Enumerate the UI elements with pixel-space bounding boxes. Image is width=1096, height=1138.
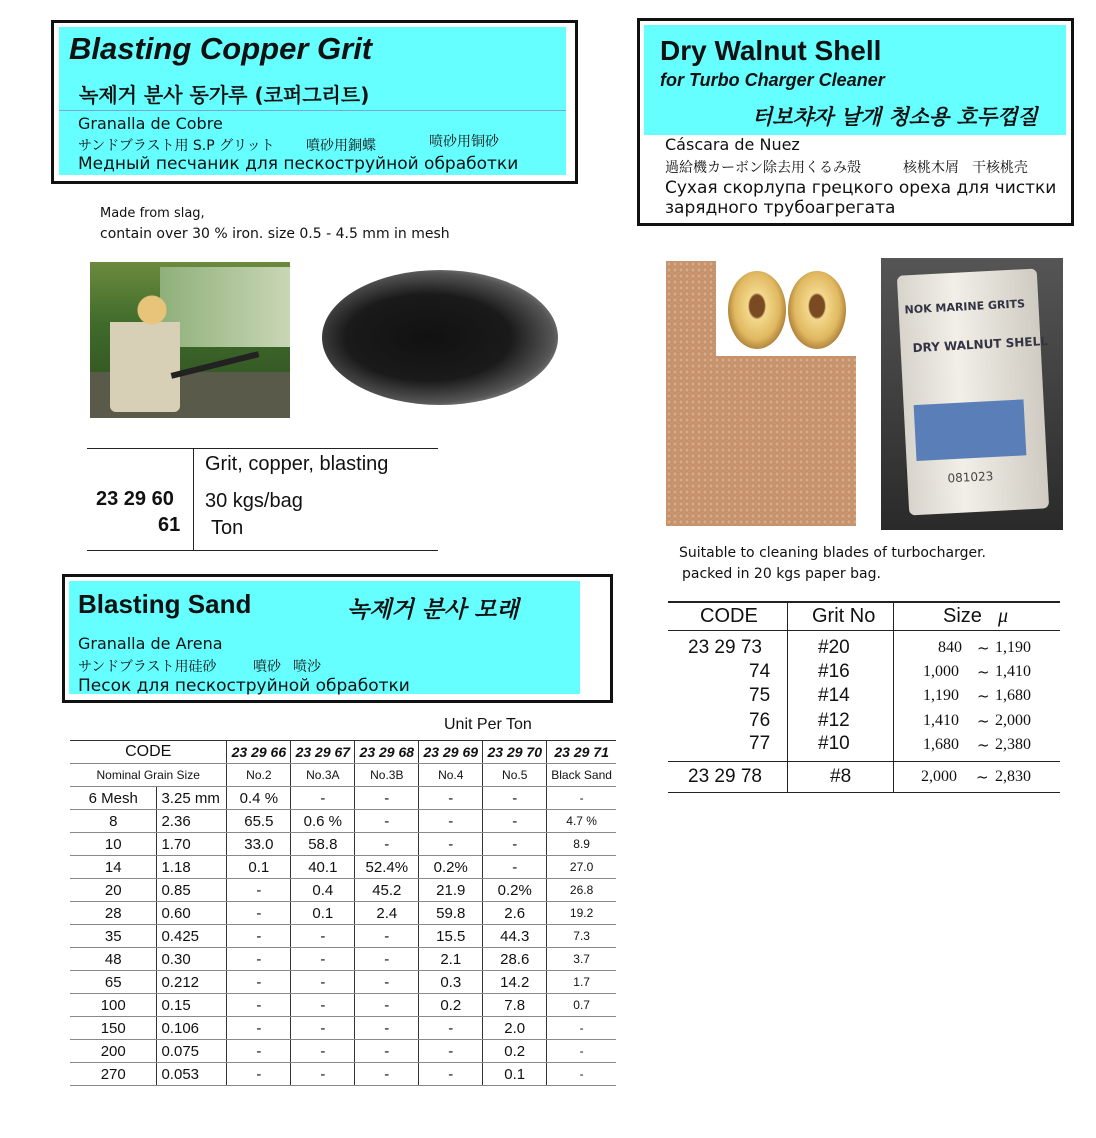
walnut-row-grit: #8 <box>830 766 852 787</box>
walnut-row-code: 74 <box>749 661 771 682</box>
walnut-bag-photo <box>881 258 1063 530</box>
copper-description: Grit, copper, blasting <box>205 453 389 475</box>
copper-table-separator <box>193 448 194 550</box>
walnut-row-size-from: 1,190 <box>923 687 959 704</box>
sand-value-cell: 33.0 <box>227 833 291 856</box>
sand-value-cell: 0.2 <box>419 994 483 1017</box>
walnut-row-code: 23 29 78 <box>688 766 762 787</box>
walnut-russian-line2: зарядного трубоагрегата <box>665 198 896 218</box>
sand-value-cell: - <box>547 787 616 810</box>
sand-value-cell: 27.0 <box>547 856 616 879</box>
walnut-subtitle: for Turbo Charger Cleaner <box>660 70 885 90</box>
walnut-header-unit: μ <box>998 605 1009 627</box>
sand-value-cell: - <box>355 810 419 833</box>
sand-value-cell: - <box>227 994 291 1017</box>
sand-value-cell: 0.2% <box>483 879 547 902</box>
sand-mesh-cell: 270 <box>70 1063 157 1086</box>
sand-value-cell: 15.5 <box>419 925 483 948</box>
sand-table-row <box>70 994 616 1017</box>
sand-grade-cell: No.4 <box>419 764 483 787</box>
sand-value-cell: - <box>355 948 419 971</box>
copper-pack-bag: 30 kgs/bag <box>205 490 303 512</box>
bag-blue-label <box>914 399 1027 461</box>
sand-value-cell: - <box>547 1017 616 1040</box>
copper-russian: Медный песчаник для пескоструйной обработки <box>78 154 519 174</box>
walnut-row-size-to: 1,190 <box>995 639 1031 656</box>
sand-mesh-cell: 48 <box>70 948 157 971</box>
sand-code-cell: 23 29 67 <box>291 741 355 764</box>
sand-table-body <box>70 741 616 1086</box>
sand-value-cell: - <box>291 1063 355 1086</box>
sand-value-cell: - <box>355 1040 419 1063</box>
sand-mesh-cell: 20 <box>70 879 157 902</box>
sand-value-cell: - <box>291 787 355 810</box>
sand-size-cell: 0.106 <box>157 1017 227 1040</box>
sand-value-cell: - <box>291 1017 355 1040</box>
sand-value-cell: 0.7 <box>547 994 616 1017</box>
sand-value-cell: 0.4 % <box>227 787 291 810</box>
walnut-row-tilde: ~ <box>976 768 989 786</box>
copper-table-bottom-rule <box>87 550 438 551</box>
walnut-note-line2: packed in 20 kgs paper bag. <box>682 566 881 582</box>
sand-value-cell: - <box>483 787 547 810</box>
sand-value-cell: 0.1 <box>483 1063 547 1086</box>
walnut-row-grit: #10 <box>818 733 850 754</box>
sand-value-cell: - <box>483 810 547 833</box>
sand-mesh-cell: 8 <box>70 810 157 833</box>
sand-grade-cell: No.3A <box>291 764 355 787</box>
walnut-col-divider <box>787 601 788 792</box>
sand-header-box <box>62 574 613 703</box>
sand-value-cell: - <box>291 971 355 994</box>
sand-table-row <box>70 948 616 971</box>
walnut-half-left <box>728 271 786 349</box>
sand-value-cell: - <box>291 925 355 948</box>
walnut-chinese-traditional: 核桃木屑 <box>903 160 959 176</box>
sand-title: Blasting Sand <box>78 589 252 619</box>
sand-value-cell: 52.4% <box>355 856 419 879</box>
sand-value-cell: 7.3 <box>547 925 616 948</box>
sand-value-cell: - <box>227 902 291 925</box>
sand-value-cell: - <box>483 856 547 879</box>
sand-table-row <box>70 925 616 948</box>
walnut-row-grit: #20 <box>818 637 850 658</box>
walnut-halves-photo <box>716 261 856 356</box>
walnut-korean: 터보챠자 날개 청소용 호두껍질 <box>752 105 1038 129</box>
walnut-row-code: 77 <box>749 733 771 754</box>
sand-value-cell: 59.8 <box>419 902 483 925</box>
sand-mesh-cell: 14 <box>70 856 157 879</box>
walnut-row-code: 75 <box>749 685 771 706</box>
sand-size-cell: 0.15 <box>157 994 227 1017</box>
sand-value-cell: 21.9 <box>419 879 483 902</box>
walnut-row-grit: #16 <box>818 661 850 682</box>
walnut-row-tilde: ~ <box>977 663 990 681</box>
sand-value-cell: 8.9 <box>547 833 616 856</box>
walnut-title: Dry Walnut Shell <box>660 35 882 66</box>
sand-spanish: Granalla de Arena <box>78 634 223 653</box>
bag-brand: NOK MARINE GRITS <box>904 297 1026 317</box>
sand-value-cell: - <box>355 833 419 856</box>
walnut-row-size-to: 1,680 <box>995 687 1031 704</box>
sand-value-cell: 28.6 <box>483 948 547 971</box>
walnut-row-size-from: 1,410 <box>923 712 959 729</box>
sand-table-row <box>70 1063 616 1086</box>
copper-header-box <box>51 20 578 184</box>
sand-gradation-table <box>70 740 616 1086</box>
sand-value-cell: - <box>227 1040 291 1063</box>
sand-size-cell: 0.425 <box>157 925 227 948</box>
walnut-table-mid-rule <box>668 761 1060 762</box>
sand-mesh-cell: 10 <box>70 833 157 856</box>
sand-value-cell: - <box>227 971 291 994</box>
sand-code-cell: 23 29 69 <box>419 741 483 764</box>
sand-value-cell: 26.8 <box>547 879 616 902</box>
walnut-row-size-to: 2,380 <box>995 736 1031 753</box>
sand-mesh-cell: 35 <box>70 925 157 948</box>
sand-value-cell: 58.8 <box>291 833 355 856</box>
sand-korean: 녹제거 분사 모래 <box>347 597 519 623</box>
sand-size-cell: 1.70 <box>157 833 227 856</box>
walnut-table-top-rule <box>668 601 1060 603</box>
sand-chinese-simplified: 喷沙 <box>293 659 321 675</box>
walnut-header-size: Size <box>943 605 982 627</box>
copper-spanish: Granalla de Cobre <box>78 114 223 133</box>
sand-mesh-cell: 65 <box>70 971 157 994</box>
walnut-row-tilde: ~ <box>977 687 990 705</box>
walnut-note-line1: Suitable to cleaning blades of turbocharger. <box>679 545 987 561</box>
walnut-table-header-rule <box>668 630 1060 631</box>
sand-size-cell: 0.85 <box>157 879 227 902</box>
walnut-chinese-simplified: 干核桃壳 <box>972 160 1028 176</box>
copper-code-sub: 61 <box>158 514 181 536</box>
sand-code-cell: 23 29 66 <box>227 741 291 764</box>
walnut-row-size-to: 1,410 <box>995 663 1031 680</box>
walnut-russian-line1: Сухая скорлупа грецкого ореха для чистки <box>665 178 1057 198</box>
sand-value-cell: 0.3 <box>419 971 483 994</box>
sand-value-cell: 2.4 <box>355 902 419 925</box>
copper-japanese: サンドブラスト用 S.P グリット <box>78 138 275 154</box>
walnut-header-grit: Grit No <box>812 605 876 627</box>
sand-value-cell: 0.1 <box>291 902 355 925</box>
sand-value-cell: - <box>419 1063 483 1086</box>
sand-size-cell: 2.36 <box>157 810 227 833</box>
sand-code-cell: 23 29 70 <box>483 741 547 764</box>
walnut-spanish: Cáscara de Nuez <box>665 135 800 154</box>
sand-table-row <box>70 856 616 879</box>
copper-note-line2: contain over 30 % iron. size 0.5 - 4.5 mm in mesh <box>100 226 450 242</box>
sand-value-cell: 0.6 % <box>291 810 355 833</box>
sand-value-cell: - <box>419 1040 483 1063</box>
sand-table-row <box>70 787 616 810</box>
sand-code-row <box>70 741 616 764</box>
sand-value-cell: - <box>355 994 419 1017</box>
walnut-row-size-from: 2,000 <box>921 768 957 785</box>
sand-value-cell: - <box>227 879 291 902</box>
copper-divider <box>59 110 566 111</box>
sand-value-cell: 4.7 % <box>547 810 616 833</box>
sand-size-cell: 1.18 <box>157 856 227 879</box>
sand-table-row <box>70 1017 616 1040</box>
sand-value-cell: 0.4 <box>291 879 355 902</box>
sand-japanese: サンドブラスト用硅砂 <box>78 659 217 675</box>
sand-size-cell: 0.30 <box>157 948 227 971</box>
sand-value-cell: - <box>419 810 483 833</box>
sand-mesh-cell: 28 <box>70 902 157 925</box>
sand-mesh-cell: 150 <box>70 1017 157 1040</box>
sand-value-cell: 3.7 <box>547 948 616 971</box>
sand-code-cell: 23 29 68 <box>355 741 419 764</box>
sand-value-cell: 0.1 <box>227 856 291 879</box>
sand-value-cell: - <box>355 787 419 810</box>
sand-value-cell: - <box>291 1040 355 1063</box>
sand-mesh-cell: 200 <box>70 1040 157 1063</box>
sand-mesh-cell: 6 Mesh <box>70 787 157 810</box>
sand-size-cell: 0.053 <box>157 1063 227 1086</box>
sand-code-label: CODE <box>70 741 227 764</box>
sand-value-cell: - <box>291 994 355 1017</box>
sand-value-cell: - <box>355 971 419 994</box>
copper-chinese-simplified: 喷砂用铜砂 <box>429 134 499 150</box>
sand-grade-cell: No.2 <box>227 764 291 787</box>
copper-title: Blasting Copper Grit <box>69 31 373 66</box>
worker-blasting-photo <box>90 262 290 418</box>
sand-value-cell: - <box>547 1040 616 1063</box>
copper-table-top-rule <box>87 448 438 449</box>
walnut-row-size-from: 1,000 <box>923 663 959 680</box>
walnut-row-tilde: ~ <box>977 639 990 657</box>
copper-note-line1: Made from slag, <box>100 206 205 221</box>
sand-value-cell: - <box>227 925 291 948</box>
sand-value-cell: - <box>355 925 419 948</box>
sand-value-cell: 19.2 <box>547 902 616 925</box>
sand-value-cell: 2.1 <box>419 948 483 971</box>
sand-size-cell: 3.25 mm <box>157 787 227 810</box>
sand-value-cell: 1.7 <box>547 971 616 994</box>
sand-size-cell: 0.60 <box>157 902 227 925</box>
sand-value-cell: - <box>227 948 291 971</box>
sand-value-cell: 45.2 <box>355 879 419 902</box>
sand-value-cell: - <box>355 1063 419 1086</box>
copper-pack-ton: Ton <box>211 517 244 539</box>
sand-value-cell: - <box>419 833 483 856</box>
walnut-row-code: 76 <box>749 710 771 731</box>
walnut-row-grit: #12 <box>818 710 850 731</box>
walnut-header-code: CODE <box>700 605 758 627</box>
copper-grit-pile-photo <box>302 250 578 418</box>
copper-code-main: 23 29 60 <box>96 488 174 510</box>
sand-unit-label: Unit Per Ton <box>444 716 532 733</box>
sand-value-cell: - <box>227 1063 291 1086</box>
walnut-table-bottom-rule <box>668 792 1060 793</box>
grit-pile <box>322 270 558 405</box>
sand-value-cell: 2.6 <box>483 902 547 925</box>
walnut-row-code: 23 29 73 <box>688 637 762 658</box>
walnut-col-divider <box>893 601 894 792</box>
sand-value-cell: 65.5 <box>227 810 291 833</box>
sand-value-cell: - <box>291 948 355 971</box>
bag-lot-number: 081023 <box>947 469 994 486</box>
walnut-row-tilde: ~ <box>977 736 990 754</box>
sand-value-cell: - <box>547 1063 616 1086</box>
sand-value-cell: 40.1 <box>291 856 355 879</box>
paper-bag <box>897 269 1049 516</box>
sand-table-row <box>70 833 616 856</box>
sand-russian: Песок для пескоструйной обработки <box>78 676 410 696</box>
sand-chinese-traditional: 噴砂 <box>253 659 281 675</box>
walnut-header-box <box>637 18 1074 226</box>
sand-grade-row <box>70 764 616 787</box>
copper-korean: 녹제거 분사 동가루 (코퍼그리트) <box>79 83 370 107</box>
sand-value-cell: 44.3 <box>483 925 547 948</box>
sand-value-cell: 7.8 <box>483 994 547 1017</box>
sand-value-cell: 0.2 <box>483 1040 547 1063</box>
sand-value-cell: - <box>227 1017 291 1040</box>
bag-label: DRY WALNUT SHELL <box>912 334 1049 356</box>
sand-table-row <box>70 971 616 994</box>
sand-value-cell: - <box>355 1017 419 1040</box>
sand-code-cell: 23 29 71 <box>547 741 616 764</box>
sand-table-row <box>70 810 616 833</box>
sand-table-row <box>70 1040 616 1063</box>
sand-grade-cell: No.5 <box>483 764 547 787</box>
sand-value-cell: 2.0 <box>483 1017 547 1040</box>
sand-table-row <box>70 902 616 925</box>
walnut-row-grit: #14 <box>818 685 850 706</box>
sand-value-cell: 0.2% <box>419 856 483 879</box>
sand-table-row <box>70 879 616 902</box>
walnut-row-tilde: ~ <box>977 712 990 730</box>
sand-size-cell: 0.212 <box>157 971 227 994</box>
sand-grade-cell: Black Sand <box>547 764 616 787</box>
sand-grade-cell: No.3B <box>355 764 419 787</box>
worker-figure <box>110 292 180 412</box>
walnut-row-size-from: 840 <box>938 639 962 656</box>
sand-value-cell: - <box>419 1017 483 1040</box>
sand-value-cell: - <box>483 833 547 856</box>
walnut-row-size-from: 1,680 <box>923 736 959 753</box>
walnut-row-size-to: 2,830 <box>995 768 1031 785</box>
walnut-japanese: 過給機カーボン除去用くるみ殻 <box>665 160 861 176</box>
walnut-granules-photo <box>666 261 856 526</box>
sand-size-cell: 0.075 <box>157 1040 227 1063</box>
copper-chinese-traditional: 噴砂用銅蝶 <box>306 138 376 154</box>
walnut-row-size-to: 2,000 <box>995 712 1031 729</box>
sand-nominal-label: Nominal Grain Size <box>70 764 227 787</box>
walnut-half-right <box>788 271 846 349</box>
sand-mesh-cell: 100 <box>70 994 157 1017</box>
sand-value-cell: - <box>419 787 483 810</box>
sand-value-cell: 14.2 <box>483 971 547 994</box>
